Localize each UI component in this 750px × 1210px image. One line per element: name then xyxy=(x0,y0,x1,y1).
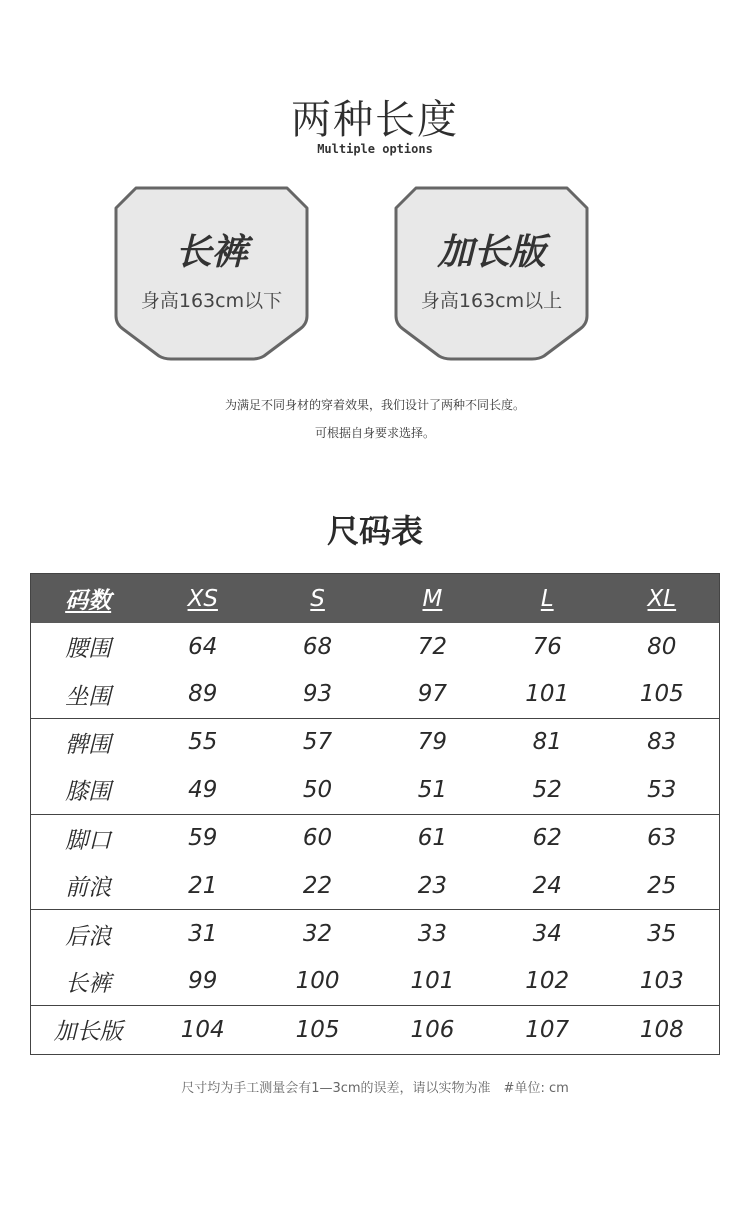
row-label: 前浪 xyxy=(31,862,146,910)
note-line-2: 可根据自身要求选择。 xyxy=(314,426,435,440)
table-cell: 59 xyxy=(188,825,218,852)
row-label: 腰围 xyxy=(65,636,112,663)
table-cell: 103 xyxy=(605,958,720,1006)
table-cell: 93 xyxy=(260,670,375,718)
table-cell: 72 xyxy=(417,633,448,660)
row-label: 髀围 xyxy=(65,731,112,758)
option-card-long xyxy=(394,186,589,361)
table-row xyxy=(31,814,720,862)
header-cell: 码数 xyxy=(31,574,146,624)
table-row xyxy=(31,766,720,814)
header-cell: S xyxy=(260,574,375,624)
table-cell: 107 xyxy=(490,1006,605,1054)
table-cell: 22 xyxy=(260,862,375,910)
table-row xyxy=(31,670,720,718)
table-row xyxy=(31,910,720,958)
table-cell: 105 xyxy=(260,1006,375,1054)
table-cell: 68 xyxy=(302,633,333,660)
row-label: 后浪 xyxy=(65,923,112,950)
table-cell: 53 xyxy=(605,766,720,814)
table-cell: 63 xyxy=(647,825,677,852)
option-name: 加长版 xyxy=(437,232,546,273)
table-cell: 100 xyxy=(260,958,375,1006)
option-desc: 身高163cm以下 xyxy=(140,290,283,312)
table-cell: 60 xyxy=(302,825,333,852)
table-cell: 108 xyxy=(605,1006,720,1054)
table-row xyxy=(31,718,720,766)
table-cell: 34 xyxy=(532,921,562,948)
table-cell: 102 xyxy=(490,958,605,1006)
table-cell: 101 xyxy=(375,958,490,1006)
table-cell: 21 xyxy=(145,862,260,910)
row-label: 膝围 xyxy=(31,766,146,814)
table-cell: 64 xyxy=(188,633,218,660)
table-cell: 35 xyxy=(647,921,677,948)
header-cell: M xyxy=(375,574,490,624)
table-cell: 55 xyxy=(188,729,218,756)
table-cell: 101 xyxy=(490,670,605,718)
table-cell: 62 xyxy=(532,825,562,852)
table-cell: 57 xyxy=(302,729,333,756)
header-cell: XS xyxy=(145,574,260,624)
table-cell: 89 xyxy=(145,670,260,718)
table-cell: 76 xyxy=(532,633,562,660)
table-cell: 23 xyxy=(375,862,490,910)
row-label: 长裤 xyxy=(31,958,146,1006)
table-cell: 105 xyxy=(605,670,720,718)
table-cell: 81 xyxy=(532,729,562,756)
table-cell: 99 xyxy=(145,958,260,1006)
table-cell: 33 xyxy=(417,921,448,948)
page-subtitle: Multiple options xyxy=(317,142,433,156)
option-name: 长裤 xyxy=(175,232,248,273)
table-row xyxy=(31,1006,720,1054)
table-cell: 31 xyxy=(188,921,218,948)
table-cell: 50 xyxy=(260,766,375,814)
table-cell: 97 xyxy=(375,670,490,718)
header-cell: XL xyxy=(605,574,720,624)
note-line-1: 为满足不同身材的穿着效果，我们设计了两种不同长度。 xyxy=(224,398,525,412)
table-cell: 51 xyxy=(375,766,490,814)
row-label: 加长版 xyxy=(31,1006,146,1054)
footer-note: 尺寸均为手工测量会有1—3cm的误差，请以实物为准 #单位: cm xyxy=(181,1081,569,1096)
option-card-regular xyxy=(114,186,309,361)
header-cell: L xyxy=(490,574,605,624)
table-cell: 32 xyxy=(302,921,333,948)
row-label: 脚口 xyxy=(65,827,112,854)
table-cell: 79 xyxy=(417,729,448,756)
table-cell: 24 xyxy=(490,862,605,910)
page-title: 两种长度 xyxy=(291,97,459,143)
table-cell: 25 xyxy=(605,862,720,910)
table-cell: 83 xyxy=(647,729,677,756)
size-chart-title: 尺码表 xyxy=(326,512,423,550)
table-cell: 104 xyxy=(145,1006,260,1054)
row-label: 坐围 xyxy=(31,670,146,718)
table-cell: 52 xyxy=(490,766,605,814)
table-cell: 106 xyxy=(375,1006,490,1054)
table-cell: 61 xyxy=(417,825,448,852)
table-row xyxy=(31,862,720,910)
table-header-row xyxy=(31,574,720,624)
table-cell: 49 xyxy=(145,766,260,814)
table-row xyxy=(31,958,720,1006)
option-desc: 身高163cm以上 xyxy=(420,290,563,312)
size-table xyxy=(30,573,720,1055)
table-cell: 80 xyxy=(647,633,677,660)
table-row xyxy=(31,623,720,670)
